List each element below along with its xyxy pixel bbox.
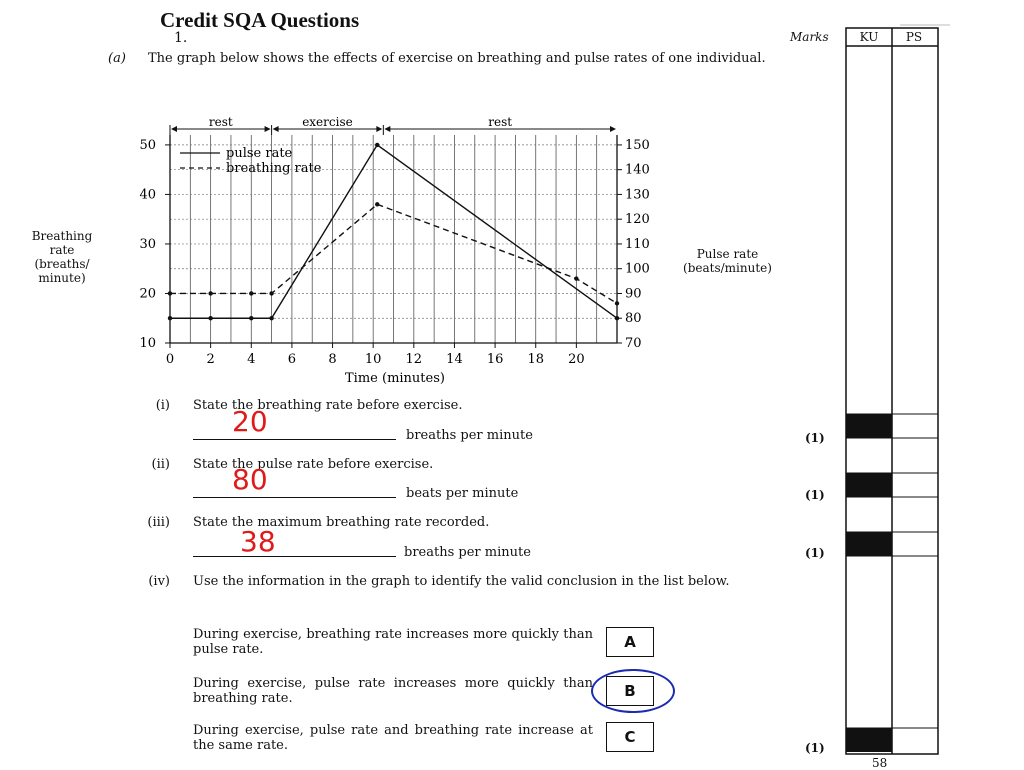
- option-b-text: During exercise, pulse rate increases more quickly than breathing rate.: [193, 676, 593, 706]
- y-left-tick-label: 20: [139, 286, 156, 302]
- question-iii-text: State the maximum breathing rate recorded.: [193, 515, 490, 530]
- x-tick-label: 2: [206, 352, 215, 367]
- ku-shaded-cell: [846, 414, 892, 438]
- question-ii-marks: (1): [805, 488, 825, 502]
- pulse-rate-point: [269, 316, 273, 320]
- x-tick-label: 6: [287, 352, 297, 367]
- pulse-rate-axis-label: Pulse rate (beats/minute): [683, 247, 772, 275]
- y-right-tick-label: 100: [625, 261, 650, 277]
- y-right-tick-label: 140: [625, 162, 650, 178]
- breathing-rate-point: [269, 291, 273, 295]
- selected-answer-circle: [591, 669, 675, 713]
- y-left-tick-label: 50: [139, 137, 156, 153]
- breathing-rate-point: [375, 202, 379, 206]
- breathing-rate-axis-label: Breathing rate (breaths/ minute): [31, 229, 93, 285]
- pulse-rate-point: [249, 316, 253, 320]
- x-tick-label: 10: [364, 352, 382, 367]
- y-left-tick-label: 30: [139, 236, 156, 252]
- phase-arrowhead: [171, 126, 177, 132]
- x-tick-label: 20: [568, 352, 585, 367]
- option-a-box[interactable]: A: [606, 627, 654, 657]
- pulse-rate-point: [208, 316, 212, 320]
- x-tick-label: 8: [328, 352, 337, 367]
- question-i-label: (i): [155, 398, 170, 413]
- phase-arrowhead: [265, 126, 271, 132]
- x-tick-label: 14: [446, 352, 463, 367]
- phase-label: rest: [208, 115, 233, 129]
- phase-arrowhead: [376, 126, 382, 132]
- breathing-rate-point: [208, 291, 212, 295]
- answer-ii: 80: [232, 463, 268, 496]
- ku-shaded-cell: [846, 728, 892, 752]
- answer-iii: 38: [240, 525, 276, 558]
- y-right-tick-label: 80: [625, 311, 642, 327]
- answer-line: [193, 496, 396, 498]
- ku-shaded-cell: [846, 532, 892, 556]
- answer-ii-unit: beats per minute: [406, 486, 519, 501]
- breathing-rate-point: [574, 276, 578, 280]
- answer-iii-unit: breaths per minute: [404, 545, 531, 560]
- x-axis-title: Time (minutes): [345, 371, 445, 386]
- question-ii-label: (ii): [151, 457, 170, 472]
- part-label: (a): [108, 51, 126, 66]
- option-a-text: During exercise, breathing rate increases more quickly than pulse rate.: [193, 627, 593, 657]
- question-iv-text: Use the information in the graph to identify the valid conclusion in the list below.: [193, 574, 730, 589]
- y-left-tick-label: 10: [139, 336, 156, 351]
- x-tick-label: 18: [527, 352, 545, 367]
- exercise-chart: [120, 115, 660, 390]
- y-right-tick-label: 110: [625, 236, 650, 252]
- phase-arrowhead: [273, 126, 279, 132]
- x-tick-label: 16: [486, 352, 504, 367]
- y-right-tick-label: 70: [625, 336, 642, 351]
- question-iv-label: (iv): [148, 574, 170, 589]
- ku-shaded-cell: [846, 473, 892, 497]
- option-c-text: During exercise, pulse rate and breathing rate increase at the same rate.: [193, 723, 593, 753]
- question-iii-label: (iii): [147, 515, 170, 530]
- y-right-tick-label: 150: [625, 137, 650, 153]
- answer-i-unit: breaths per minute: [406, 428, 533, 443]
- pulse-rate-point: [375, 143, 379, 147]
- ps-column-header: PS: [905, 30, 923, 44]
- pulse-rate-point: [615, 316, 619, 320]
- question-iv-marks: (1): [805, 741, 825, 755]
- marks-grid: [840, 20, 950, 760]
- pulse-rate-point: [168, 316, 172, 320]
- page-title: Credit SQA Questions: [160, 8, 360, 32]
- option-b-box[interactable]: B: [606, 676, 654, 706]
- phase-label: rest: [488, 115, 513, 129]
- question-i-text: State the breathing rate before exercise.: [193, 398, 463, 413]
- intro-text: The graph below shows the effects of exercise on breathing and pulse rates of one individual.: [148, 51, 766, 66]
- question-iii-marks: (1): [805, 546, 825, 560]
- x-tick-label: 4: [247, 352, 256, 367]
- x-tick-label: 0: [165, 352, 175, 367]
- y-right-tick-label: 130: [625, 187, 650, 203]
- answer-line: [193, 438, 396, 440]
- phase-arrowhead: [610, 126, 616, 132]
- y-right-tick-label: 120: [625, 212, 650, 228]
- ku-column-header: KU: [859, 30, 879, 44]
- question-number: 1.: [174, 30, 188, 46]
- x-tick-label: 12: [405, 352, 423, 367]
- breathing-rate-point: [168, 291, 172, 295]
- breathing-rate-point: [615, 301, 619, 305]
- legend-pulse-label: pulse rate: [226, 146, 293, 161]
- question-i-marks: (1): [805, 431, 825, 445]
- question-ii-text: State the pulse rate before exercise.: [193, 457, 434, 472]
- y-left-tick-label: 40: [139, 187, 156, 203]
- breathing-rate-point: [249, 291, 253, 295]
- page-number: 58: [872, 756, 888, 770]
- legend-breathing-label: breathing rate: [226, 161, 322, 176]
- answer-line: [193, 555, 396, 557]
- answer-i: 20: [232, 405, 268, 438]
- phase-arrowhead: [384, 126, 390, 132]
- marks-label: Marks: [790, 30, 829, 44]
- option-c-box[interactable]: C: [606, 722, 654, 752]
- y-right-tick-label: 90: [625, 286, 642, 302]
- phase-label: exercise: [302, 115, 353, 129]
